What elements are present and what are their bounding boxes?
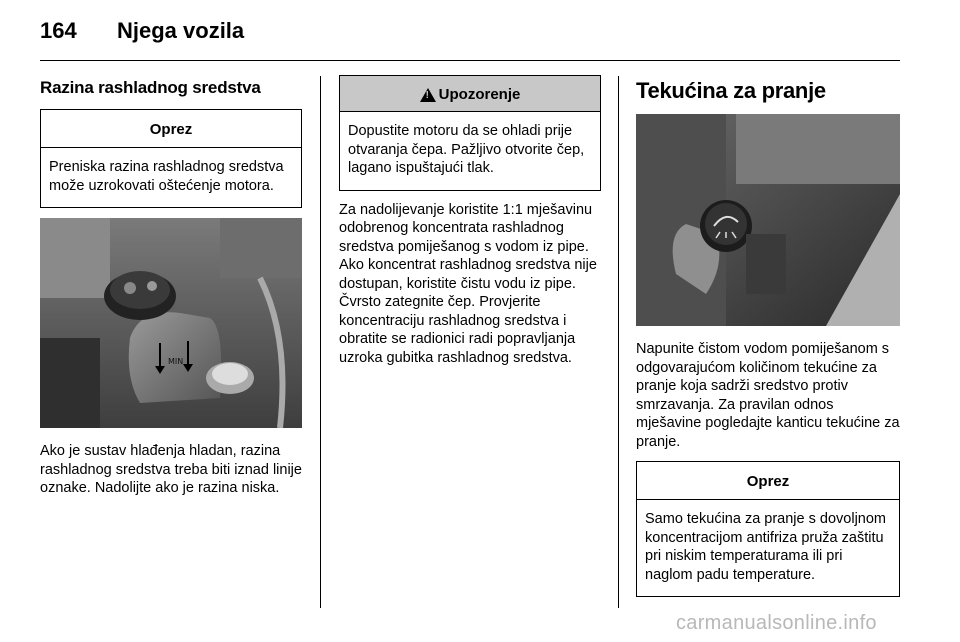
column-washer <box>636 74 900 597</box>
caution-text: Preniska razina rashladnog sredstva može uzrokovati oštećenje motora. <box>49 159 284 194</box>
column-divider-2 <box>618 76 619 608</box>
coolant-caption: Ako je sustav hlađenja hladan, razina rashladnog sredstva treba biti iznad linije oznake. Nadolijte ako je razina niska. <box>40 443 302 496</box>
warning-text: Dopustite motoru da se ohladi prije otvaranja čepa. Pažljivo otvorite čep, lagano ispuštajući tlak. <box>348 123 585 176</box>
washer-reservoir-photo <box>636 114 900 326</box>
washer-caution-text: Samo tekućina za pranje s dovoljnom koncentracijom antifriza pruža zaštitu pri niskim temperaturama ili pri naglom padu temperature. <box>645 511 886 583</box>
washer-heading: Tekućina za pranje <box>636 78 826 103</box>
refill-text: Za nadolijevanje koristite 1:1 mješavinu odobrenog koncentrata rashladnog sredstva pomiješanog s vodom iz pipe. Ako koncentrat rashladnog sredstva nije dostupan, koristite čistu vodu iz pipe. Čvrsto zategnite čep. Provjerite koncentraciju rashladnog sredstva i obratite se radionici radi popravljanja uzroka gubitka rashladnog sredstva. <box>339 201 597 366</box>
warning-triangle-icon <box>420 88 436 102</box>
watermark: carmanualsonline.info <box>676 612 877 634</box>
warning-title: Upozorenje <box>438 86 521 103</box>
washer-caution-title: Oprez <box>637 462 899 500</box>
caution-title: Oprez <box>41 110 301 148</box>
washer-caution-box <box>636 461 900 597</box>
coolant-caution-box <box>40 109 302 208</box>
column-divider-1 <box>320 76 321 608</box>
column-coolant <box>40 74 302 498</box>
coolant-reservoir-photo <box>40 218 302 428</box>
reservoir-marking: MIN <box>168 357 184 366</box>
warning-header <box>340 76 600 112</box>
coolant-heading: Razina rashladnog sredstva <box>40 78 261 97</box>
page-header <box>40 18 244 48</box>
header-divider <box>40 60 900 61</box>
washer-text: Napunite čistom vodom pomiješanom s odgovarajućom količinom tekućine za pranje koja sadrži sredstvo protiv smrzavanja. Za pravilan odnos mješavine pogledajte kanticu tekućine za pranje. <box>636 341 900 450</box>
page-number: 164 <box>40 18 77 43</box>
warning-box <box>339 75 601 191</box>
column-warning <box>339 74 601 367</box>
chapter-title: Njega vozila <box>117 18 245 43</box>
